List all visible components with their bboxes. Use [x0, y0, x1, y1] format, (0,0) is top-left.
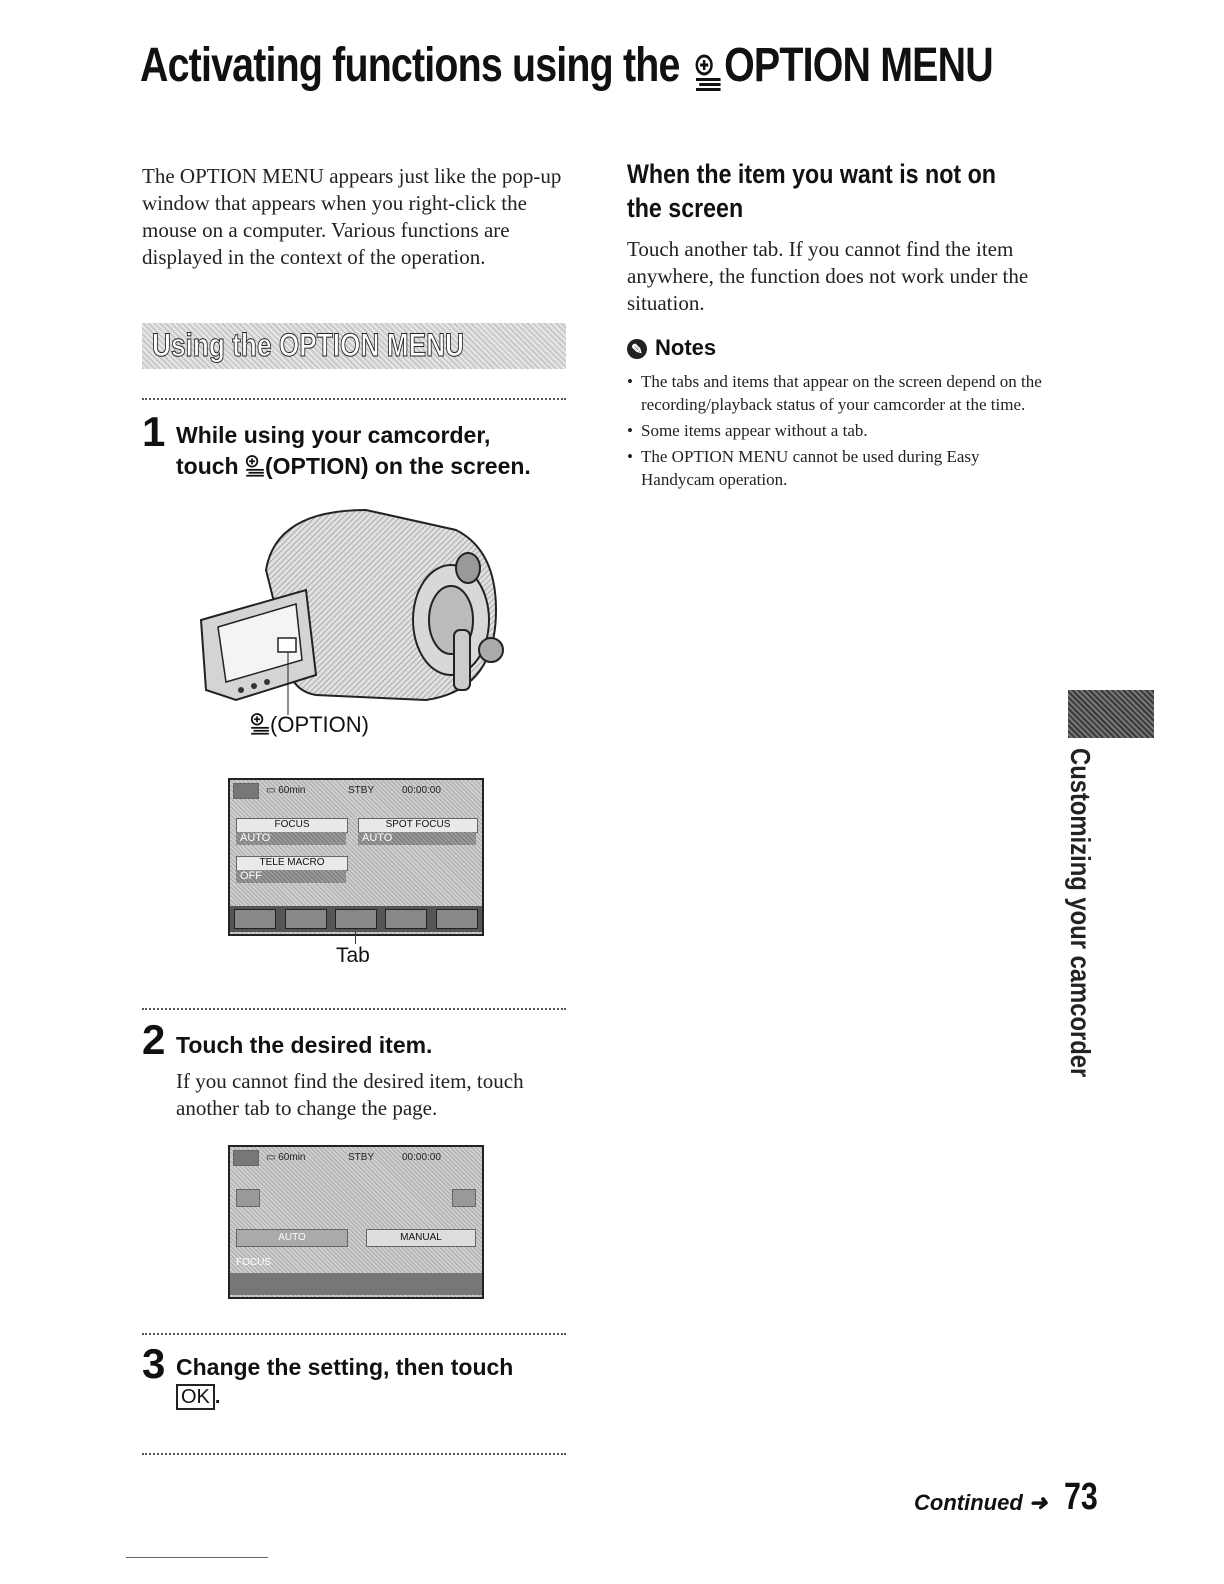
back-icon[interactable]: [233, 783, 259, 799]
tab-option[interactable]: [436, 909, 478, 929]
arrow-right-icon: ➜: [1028, 1490, 1048, 1515]
divider: [142, 398, 566, 400]
spot-focus-value: AUTO: [358, 832, 476, 845]
auto-button[interactable]: AUTO: [236, 1229, 348, 1247]
page-title: [140, 38, 993, 93]
continued-label: Continued ➜: [914, 1490, 1048, 1515]
tab-callout: Tab: [336, 944, 370, 967]
help-bar: [230, 1273, 482, 1295]
page-number: 73: [1064, 1476, 1098, 1518]
tab-leader-line: [355, 932, 356, 944]
title-suffix: OPTION MENU: [724, 39, 993, 92]
battery-indicator: ▭ 60min: [266, 785, 306, 796]
focus-value: AUTO: [236, 832, 346, 845]
step-1-number: 1: [142, 408, 166, 455]
step-3-text: Change the setting, then touch: [176, 1354, 514, 1380]
tab-bar: [230, 906, 482, 932]
minus-button[interactable]: [236, 1189, 260, 1207]
option-icon: [245, 454, 265, 478]
option-icon: [695, 49, 723, 87]
focus-label: FOCUS: [236, 1257, 271, 1268]
right-heading: When the item you want is not on the screen: [627, 159, 996, 223]
intro-paragraph: The OPTION MENU appears just like the pop-up window that appears when you right-click the mouse on a computer. Various functions are displayed in the context of the operation.: [142, 164, 562, 269]
chapter-tab-marker: [1068, 690, 1154, 738]
step-2-text: Touch the desired item.: [176, 1032, 433, 1058]
step-2-description: If you cannot find the desired item, touch another tab to change the page.: [176, 1069, 524, 1120]
step-2-number: 2: [142, 1016, 166, 1063]
section-heading-bar: [142, 323, 566, 369]
lcd-screen-option-menu: [228, 778, 484, 936]
time-counter: 00:00:00: [402, 785, 441, 796]
notes-heading: ✎ Notes: [627, 335, 716, 361]
step-1-text: [176, 420, 576, 482]
notes-list: [627, 370, 1047, 494]
divider: [142, 1453, 566, 1455]
tab-settings[interactable]: [285, 909, 327, 929]
chapter-side-label: Customizing your camcorder: [1065, 748, 1096, 1078]
camcorder-illustration: [196, 500, 526, 715]
footer-rule: [126, 1557, 268, 1558]
divider: [142, 1008, 566, 1010]
manual-button[interactable]: MANUAL: [366, 1229, 476, 1247]
battery-indicator: ▭ 60min: [266, 1152, 306, 1163]
status-indicator: STBY: [348, 1152, 375, 1163]
focus-item[interactable]: FOCUS: [236, 818, 348, 833]
section-heading: Using the OPTION MENU: [152, 327, 464, 363]
back-icon[interactable]: [233, 1150, 259, 1166]
tab-picture[interactable]: [385, 909, 427, 929]
step-3-number: 3: [142, 1340, 166, 1387]
option-callout: (OPTION): [250, 712, 369, 738]
note-item: • The tabs and items that appear on the screen depend on the recording/playback status of your camcorder at the time.: [627, 370, 1047, 416]
tele-macro-item[interactable]: TELE MACRO: [236, 856, 348, 871]
tele-macro-value: OFF: [236, 870, 346, 883]
ok-reference: OK .: [176, 1386, 220, 1409]
title-prefix: Activating functions using the: [140, 39, 690, 92]
ok-button-glyph: OK: [176, 1384, 215, 1410]
step-1-line2: touch (OPTION) on the screen.: [176, 453, 531, 479]
step-1-line1: While using your camcorder,: [176, 422, 491, 448]
divider: [142, 1333, 566, 1335]
notes-icon: ✎: [627, 339, 647, 359]
tab-camera[interactable]: [234, 909, 276, 929]
note-item: • Some items appear without a tab.: [627, 419, 1047, 442]
note-item: • The OPTION MENU cannot be used during Easy Handycam operation.: [627, 445, 1047, 491]
plus-button[interactable]: [452, 1189, 476, 1207]
option-icon: [250, 712, 270, 736]
time-counter: 00:00:00: [402, 1152, 441, 1163]
status-indicator: STBY: [348, 785, 375, 796]
lcd-screen-focus: [228, 1145, 484, 1299]
spot-focus-item[interactable]: SPOT FOCUS: [358, 818, 478, 833]
tab-effects[interactable]: [335, 909, 377, 929]
right-body: Touch another tab. If you cannot find the item anywhere, the function does not work under the situation.: [627, 237, 1029, 315]
